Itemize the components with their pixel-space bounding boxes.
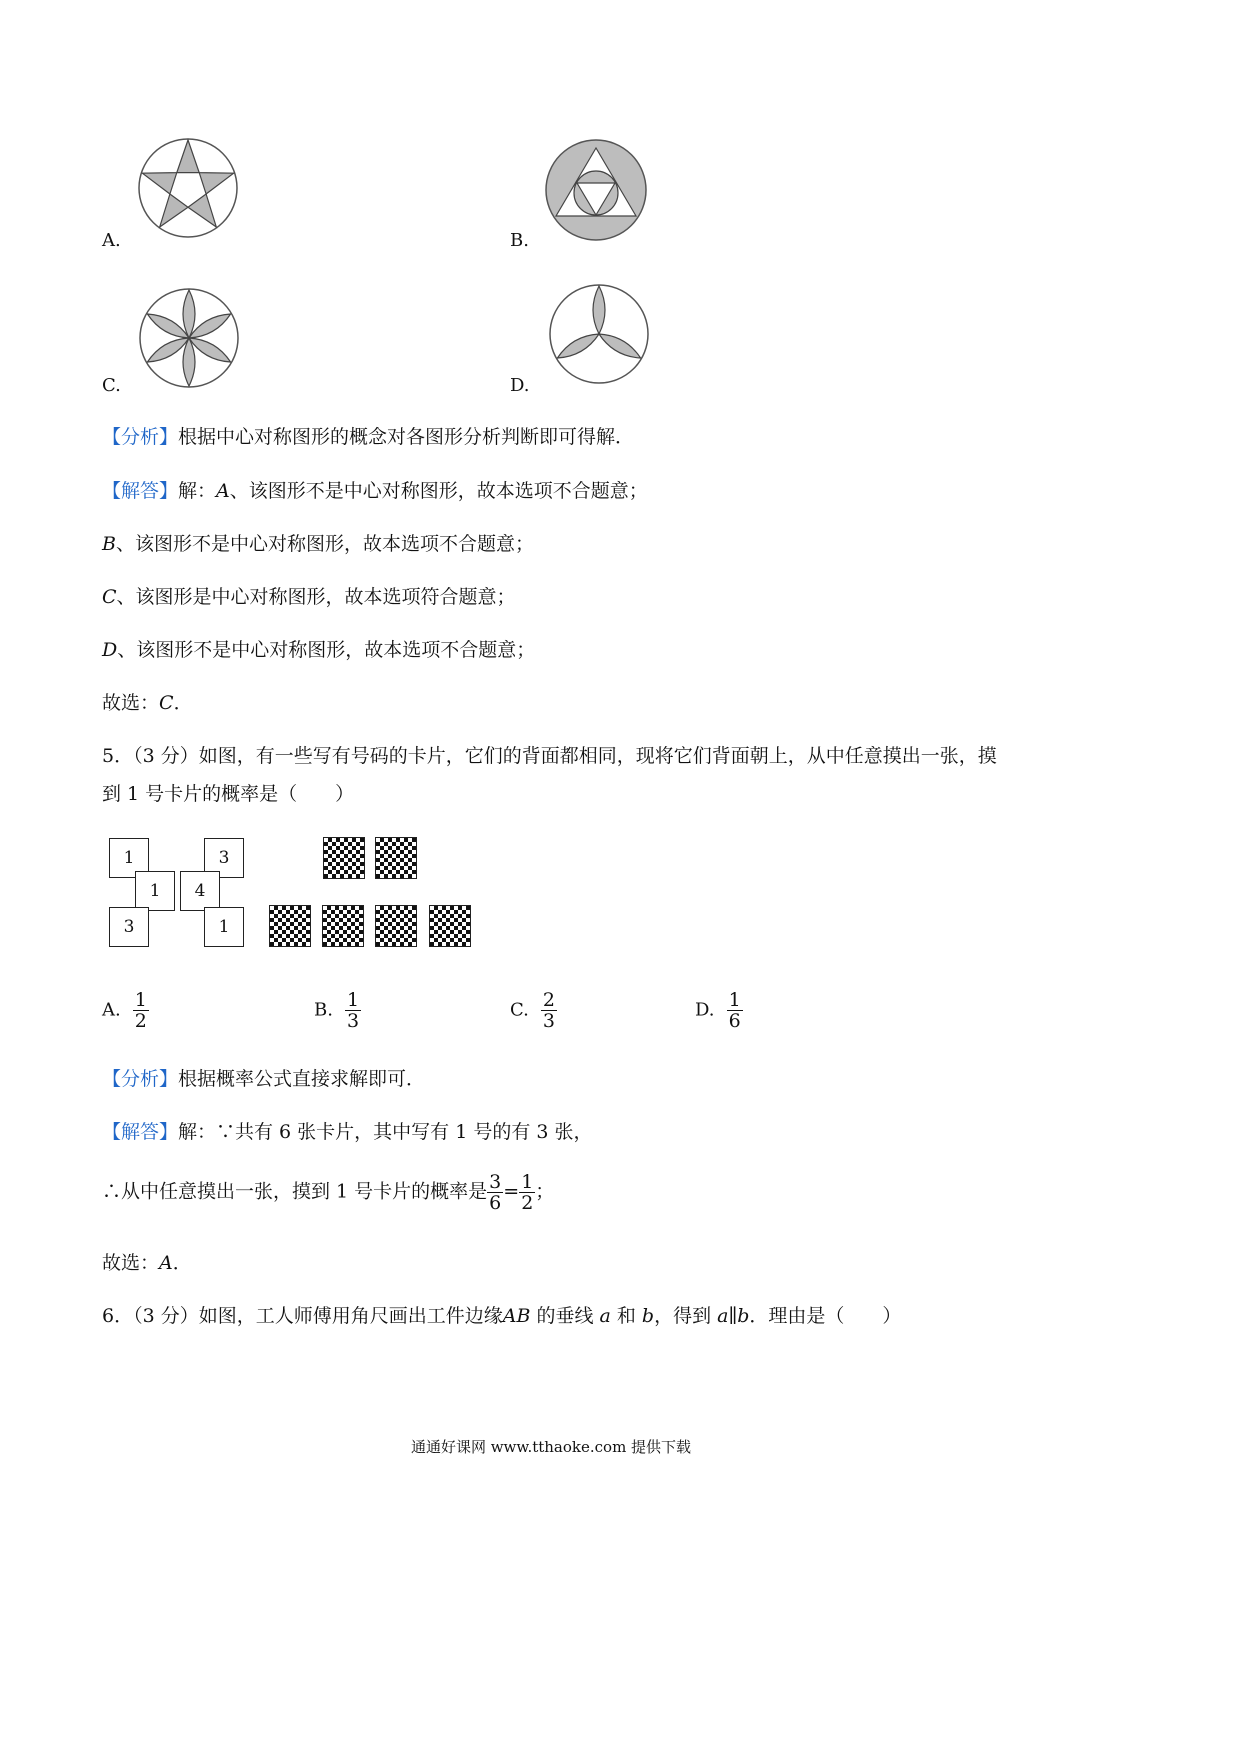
q4-answer bbox=[102, 478, 648, 504]
option-fraction: $\frac{2}{3}$ bbox=[542, 989, 555, 1032]
six-petal-figure bbox=[138, 287, 240, 389]
stem-text: 6．（3 分）如图，工人师傅用角尺画出工件边缘 bbox=[102, 1305, 503, 1327]
q5-choice bbox=[102, 1250, 192, 1276]
punctuation: ； bbox=[535, 1180, 555, 1203]
math-a: a bbox=[599, 1305, 611, 1327]
choice-end: ． bbox=[173, 692, 193, 714]
q4-analysis bbox=[102, 424, 634, 450]
triangle-circle-figure bbox=[544, 138, 648, 242]
fraction: $\frac{3}{6}$ bbox=[489, 1171, 502, 1214]
answer-prefix: 解： bbox=[178, 480, 217, 502]
analysis-tag: 【分析】 bbox=[102, 1068, 179, 1090]
answer-letter: D bbox=[102, 639, 118, 661]
three-petal-figure bbox=[548, 283, 650, 385]
number-card: 4 bbox=[180, 871, 220, 911]
answer-line-text: 、该图形不是中心对称图形，故本选项不合题意； bbox=[229, 480, 648, 502]
q5-stem-line2: 到 1 号卡片的概率是（ ） bbox=[102, 783, 355, 805]
q4-answer-line-d bbox=[102, 637, 535, 663]
fraction: $\frac{1}{2}$ bbox=[521, 1171, 534, 1214]
q4-answer-line-b bbox=[102, 531, 534, 557]
q4-option-b-label: B. bbox=[510, 230, 529, 251]
answer-tag: 【解答】 bbox=[102, 1121, 179, 1143]
equals-sign: = bbox=[503, 1180, 520, 1203]
option-fraction: $\frac{1}{2}$ bbox=[134, 989, 147, 1032]
option-label: B. bbox=[314, 999, 333, 1021]
therefore-text: ∴从中任意摸出一张，摸到 1 号卡片的概率是 bbox=[102, 1180, 488, 1203]
answer-letter: B bbox=[102, 533, 116, 555]
q5-option-b bbox=[314, 990, 361, 1031]
q4-choice bbox=[102, 690, 193, 716]
q5-option-a bbox=[102, 990, 149, 1031]
q4-option-a-label: A. bbox=[102, 230, 121, 251]
choice-end: ． bbox=[172, 1252, 192, 1274]
q4-option-c-label: C. bbox=[102, 375, 121, 396]
choice-prefix: 故选： bbox=[102, 1252, 160, 1274]
answer-line-text: 、该图形是中心对称图形，故本选项符合题意； bbox=[116, 586, 516, 608]
q5-stem-line1: 5．（3 分）如图，有一些写有号码的卡片，它们的背面都相同，现将它们背面朝上，从中任意摸出一张，摸 bbox=[102, 745, 997, 767]
q6-stem bbox=[102, 1303, 901, 1329]
card-back bbox=[375, 905, 417, 947]
number-card: 1 bbox=[109, 838, 149, 878]
q5-answer bbox=[102, 1119, 593, 1145]
q5-option-c bbox=[510, 990, 557, 1031]
card-back bbox=[323, 837, 365, 879]
option-label: D. bbox=[695, 999, 715, 1021]
answer-line-text: 、该图形不是中心对称图形，故本选项不合题意； bbox=[115, 533, 534, 555]
number-card: 3 bbox=[204, 838, 244, 878]
math-parallel: a∥b bbox=[717, 1305, 750, 1327]
choice-prefix: 故选： bbox=[102, 692, 160, 714]
option-label: C. bbox=[510, 999, 529, 1021]
stem-text: ，得到 bbox=[654, 1305, 718, 1327]
stem-text: 和 bbox=[610, 1305, 642, 1327]
number-card: 1 bbox=[204, 907, 244, 947]
q5-therefore bbox=[102, 1172, 554, 1213]
math-b: b bbox=[641, 1305, 655, 1327]
answer-letter: C bbox=[102, 586, 117, 608]
analysis-tag: 【分析】 bbox=[102, 426, 179, 448]
card-back bbox=[375, 837, 417, 879]
option-label: A. bbox=[102, 999, 121, 1021]
analysis-text: 根据概率公式直接求解即可． bbox=[178, 1068, 426, 1090]
page-footer: 通通好课网 www.tthaoke.com 提供下载 bbox=[410, 1438, 692, 1456]
card-back bbox=[269, 905, 311, 947]
q4-answer-line-c bbox=[102, 584, 516, 610]
answer-line-text: 、该图形不是中心对称图形，故本选项不合题意； bbox=[117, 639, 536, 661]
stem-text: ．理由是（ ） bbox=[749, 1305, 902, 1327]
stem-text: 的垂线 bbox=[530, 1305, 600, 1327]
card-back bbox=[429, 905, 471, 947]
q5-analysis bbox=[102, 1066, 425, 1092]
number-card: 1 bbox=[135, 871, 175, 911]
answer-text: 解：∵共有 6 张卡片，其中写有 1 号的有 3 张， bbox=[178, 1121, 593, 1143]
option-fraction: $\frac{1}{3}$ bbox=[347, 989, 360, 1032]
star-in-circle-figure bbox=[136, 136, 240, 240]
card-back bbox=[322, 905, 364, 947]
answer-letter: A bbox=[216, 480, 230, 502]
choice-letter: C bbox=[159, 692, 174, 714]
option-fraction: $\frac{1}{6}$ bbox=[728, 989, 741, 1032]
answer-tag: 【解答】 bbox=[102, 480, 179, 502]
q4-option-d-label: D. bbox=[510, 375, 530, 396]
q5-option-d bbox=[695, 990, 743, 1031]
choice-letter: A bbox=[159, 1252, 173, 1274]
math-ab: AB bbox=[502, 1305, 531, 1327]
number-card: 3 bbox=[109, 907, 149, 947]
analysis-text: 根据中心对称图形的概念对各图形分析判断即可得解． bbox=[178, 426, 635, 448]
